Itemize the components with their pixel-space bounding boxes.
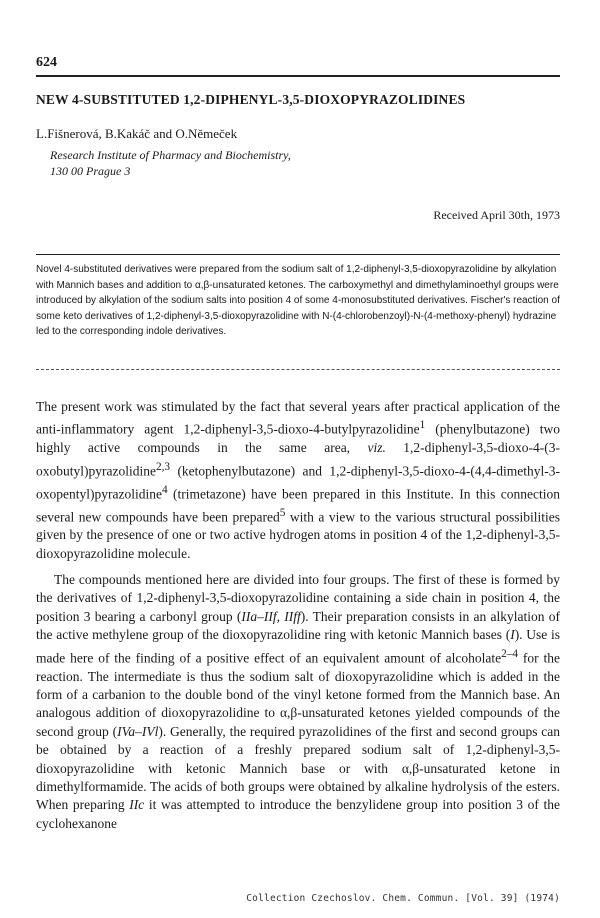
text-span: (phenylbutazone) two highly active compounds in the same area, <box>36 421 560 456</box>
text-span: viz. <box>367 440 386 456</box>
text-span: 1,2-diphenyl-3,5-dioxo-4-(3-oxobutyl)pyrazolidine <box>36 440 560 479</box>
compound-label: IIc <box>129 797 145 813</box>
article-title: NEW 4-SUBSTITUTED 1,2-DIPHENYL-3,5-DIOXOPYRAZOLIDINES <box>36 92 466 107</box>
reference-marker: 4 <box>161 483 168 496</box>
text-span: (trimetazone) have been prepared in this Institute. In this connection several new compounds have been prepared <box>36 486 560 525</box>
abstract-text: Novel 4-substituted derivatives were prepared from the sodium salt of 1,2-diphenyl-3,5-dioxopyrazolidine by alkylation with Mannich bases and addition to α,β-unsaturated ketones. The carboxymethyl and dimethylaminoethyl groups were introduced by alkylation of the sodium salts into position 4 of some 4-monosubstituted derivatives. Fischer's reaction of some keto derivatives of 1,2-diphenyl-3,5-dioxopyrazolidine with N-(4-chlorobenzoyl)-N-(4-methoxy-phenyl) hydrazine led to the corresponding indole derivatives. <box>36 264 560 337</box>
page-number: 624 <box>36 55 57 70</box>
article-authors: L.Fišnerová, B.Kakáč and O.Němeček <box>36 126 238 141</box>
text-span: ). Generally, the required pyrazolidines of the first and second groups can be obtained by a reaction of a freshly prepared sodium salt of 1,2-diphenyl-3,5-dioxopyrazolidine with ketonic Mannich base or with α,β-unsaturated ketone in dimethylformamide. The acids of both groups were obtained by alkaline hydrolysis of the esters. When preparing <box>36 723 561 813</box>
author-affiliation <box>50 147 291 179</box>
text-span: The present work was stimulated by the fact that several years after practical application of the anti-inflammatory agent 1,2-diphenyl-3,5-dioxo-4-butylpyrazolidine <box>36 399 560 437</box>
abstract-bottom-rule <box>36 369 560 370</box>
text-span: ). Their preparation consists in an alkylation of the active methylene group of the dioxopyrazolidine ring with ketonic Mannich bases ( <box>36 608 560 643</box>
compound-label: IIa–IIf, IIff <box>241 608 301 624</box>
reference-marker: 2–4 <box>501 647 519 660</box>
header-rule <box>36 75 560 77</box>
received-date: Received April 30th, 1973 <box>433 208 560 222</box>
affiliation-city: 130 00 Prague 3 <box>50 164 131 178</box>
text-span: (ketophenylbutazone) and 1,2-diphenyl-3,5-dioxo-4-(4,4-dimethyl-3-oxopentyl)pyrazolidine <box>36 463 560 502</box>
compound-label: IVa–IVl <box>117 723 159 739</box>
reference-marker: 1 <box>419 419 426 432</box>
text-span: with a view to the various structural possibilities given by the presence of one or two active hydrogen atoms in position 4 of the 1,2-diphenyl-3,5-dioxopyrazolidine molecule. <box>36 509 560 561</box>
body-paragraph-2 <box>36 571 560 833</box>
reference-marker: 5 <box>279 506 286 519</box>
journal-footer: Collection Czechoslov. Chem. Commun. [Vol. 39] (1974) <box>246 893 560 904</box>
affiliation-institute: Research Institute of Pharmacy and Biochemistry, <box>50 148 291 162</box>
text-span: it was attempted to introduce the benzylidene group into position 3 of the cyclohexanone <box>36 797 560 831</box>
abstract-top-rule <box>36 254 560 255</box>
text-span: The compounds mentioned here are divided into four groups. The first of these is formed by the derivatives of 1,2-diphenyl-3,5-dioxopyrazolidine containing a side chain in position 4, the position 3 bearing a carbonyl group ( <box>36 572 560 624</box>
text-span: for the reaction. The intermediate is thus the sodium salt of dioxopyrazolidine which is added in the form of a carbanion to the double bond of the vinyl ketone formed from the Mannich base. An analogous addition of dioxopyrazolidine to α,β-unsaturated ketones yielded compounds of the second group ( <box>36 650 560 739</box>
text-span: ). Use is made here of the finding of a positive effect of an equivalent amount of alcoholate <box>36 627 560 666</box>
reference-marker: 2,3 <box>155 460 171 473</box>
body-paragraph-1 <box>36 398 560 563</box>
compound-label: I <box>510 627 515 643</box>
